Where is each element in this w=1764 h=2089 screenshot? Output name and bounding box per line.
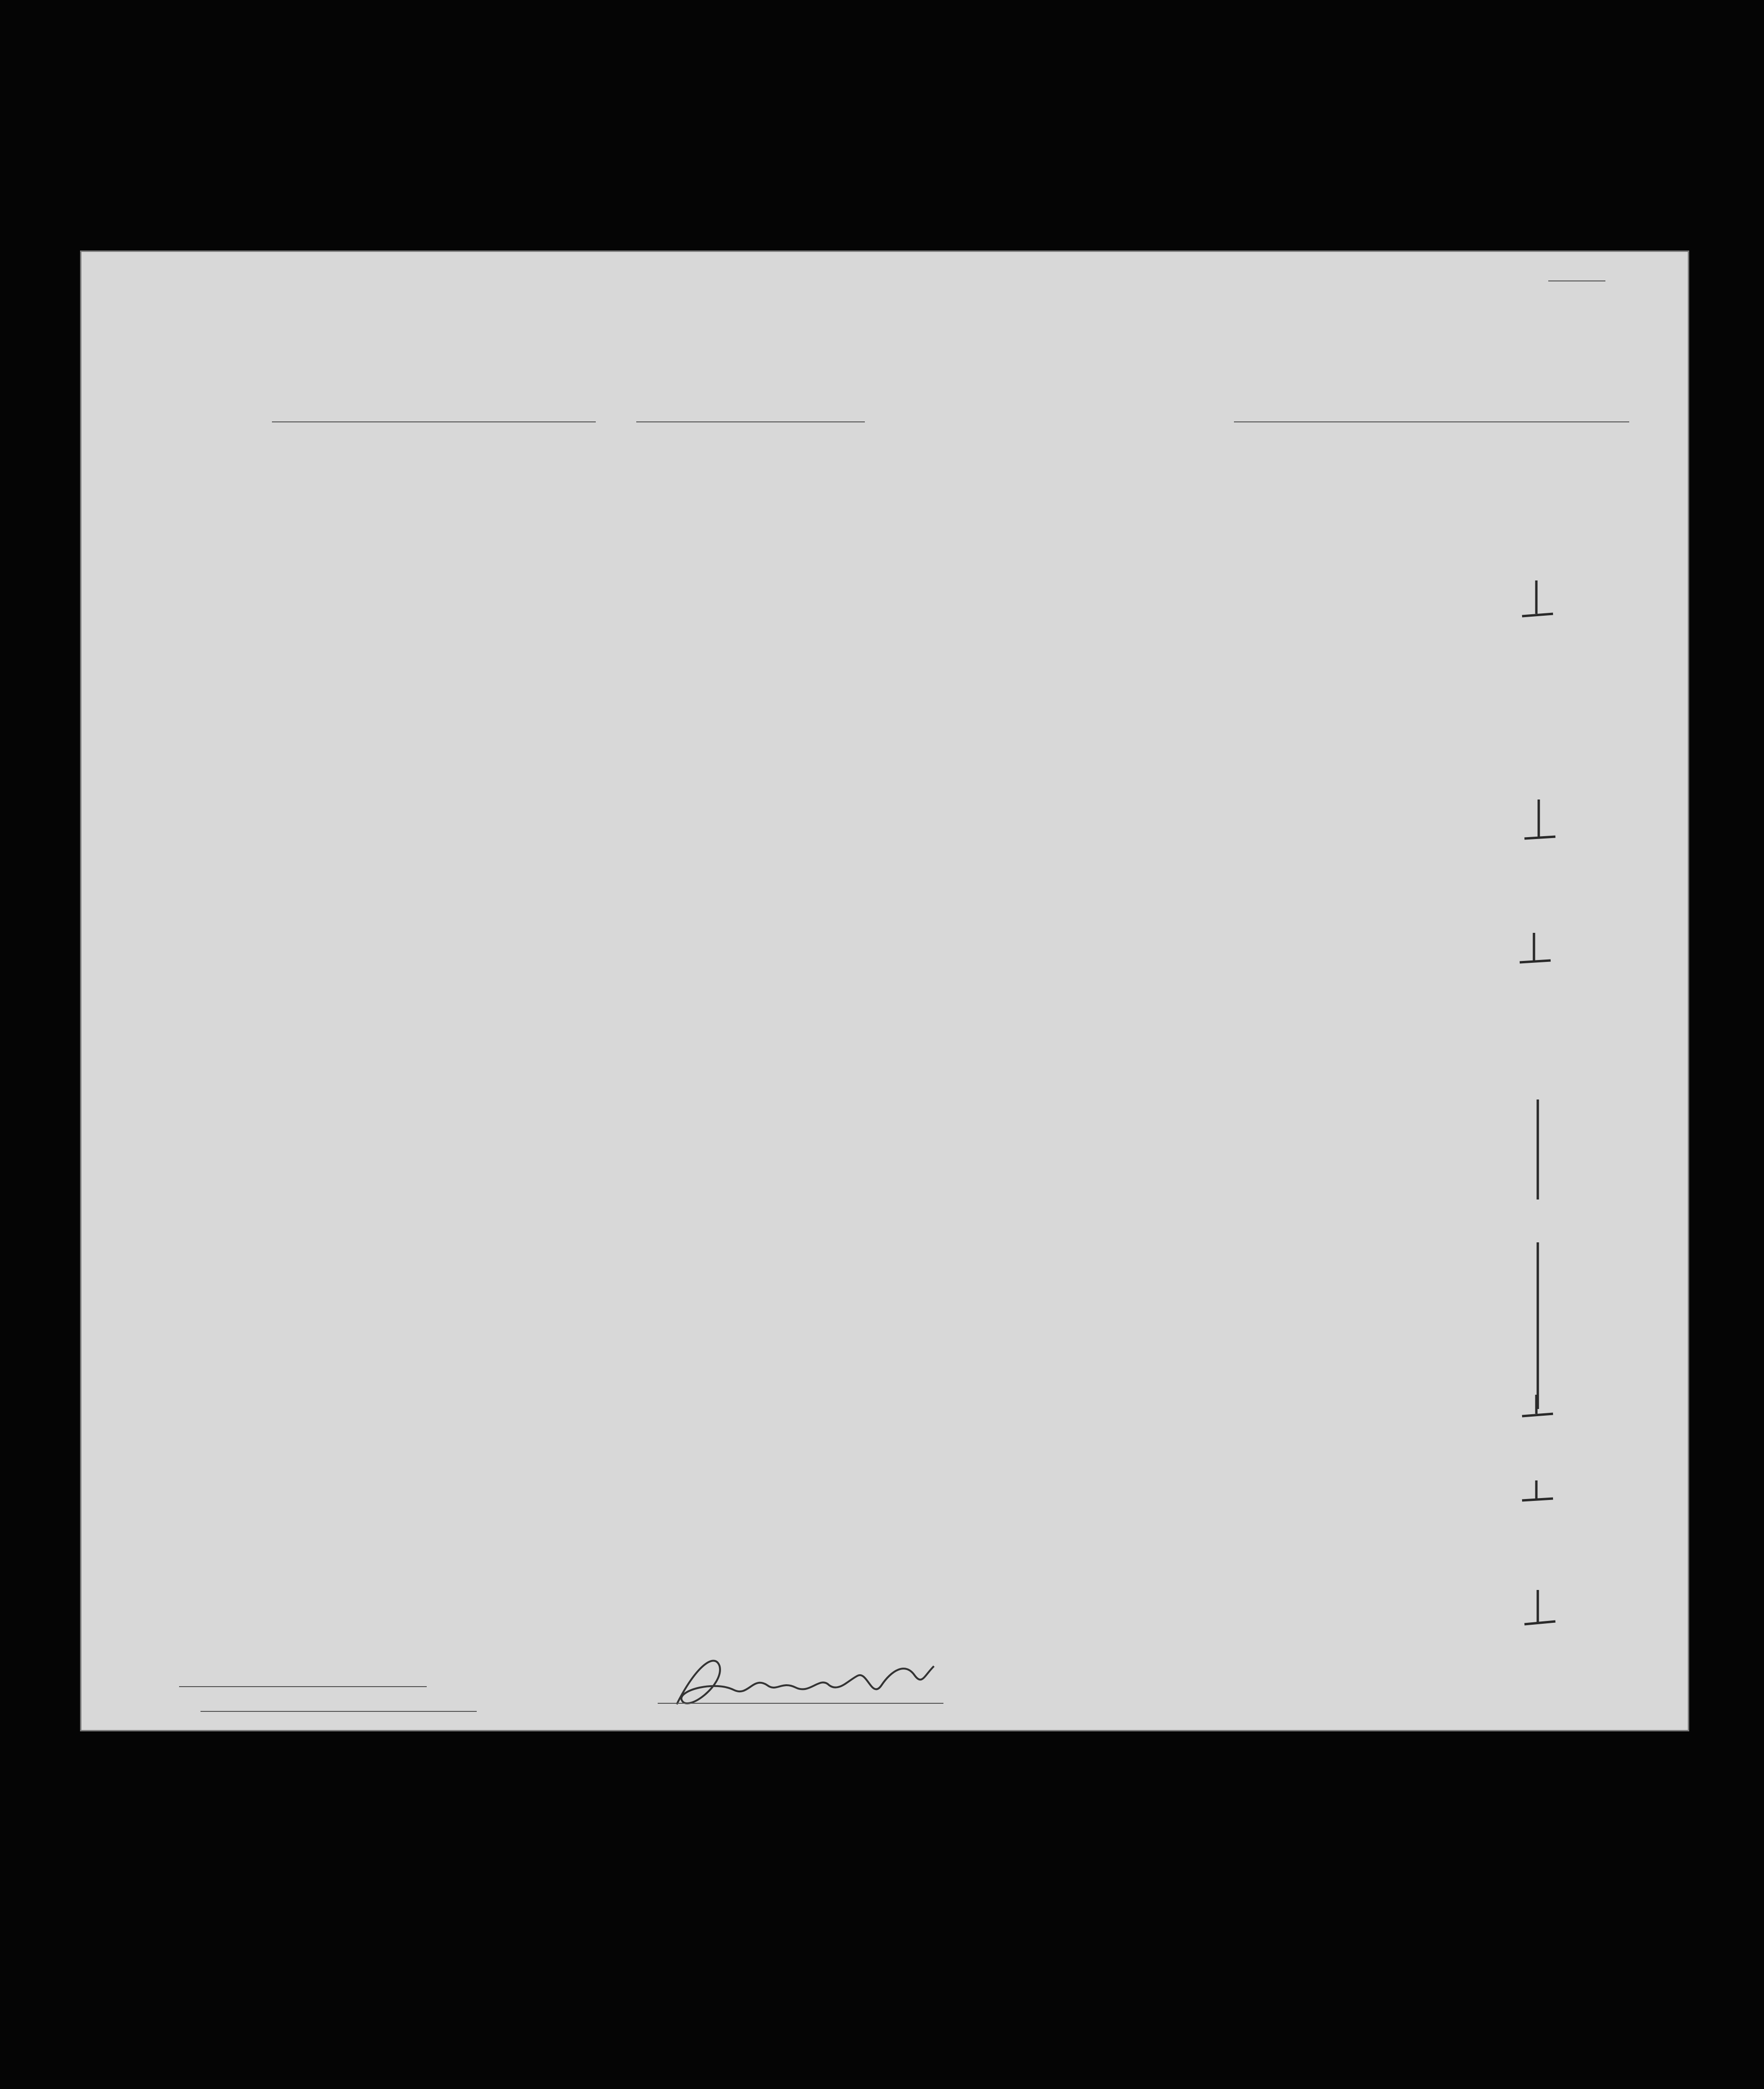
- inspector-signature: [658, 1647, 953, 1728]
- manifest-sheet: [80, 250, 1689, 1731]
- check-mark-icon: [1522, 1480, 1553, 1500]
- footer-line-underline: [179, 1686, 427, 1687]
- check-mark-icon: [1522, 1395, 1553, 1416]
- check-mark-icon: [1520, 933, 1551, 962]
- check-mark-icon: [1524, 800, 1555, 839]
- check-mark-icon: [1522, 580, 1553, 616]
- check-mark-icon: [1524, 1590, 1555, 1624]
- inspector-check-marks: [81, 252, 1688, 1730]
- footer-owners-underline: [200, 1711, 477, 1712]
